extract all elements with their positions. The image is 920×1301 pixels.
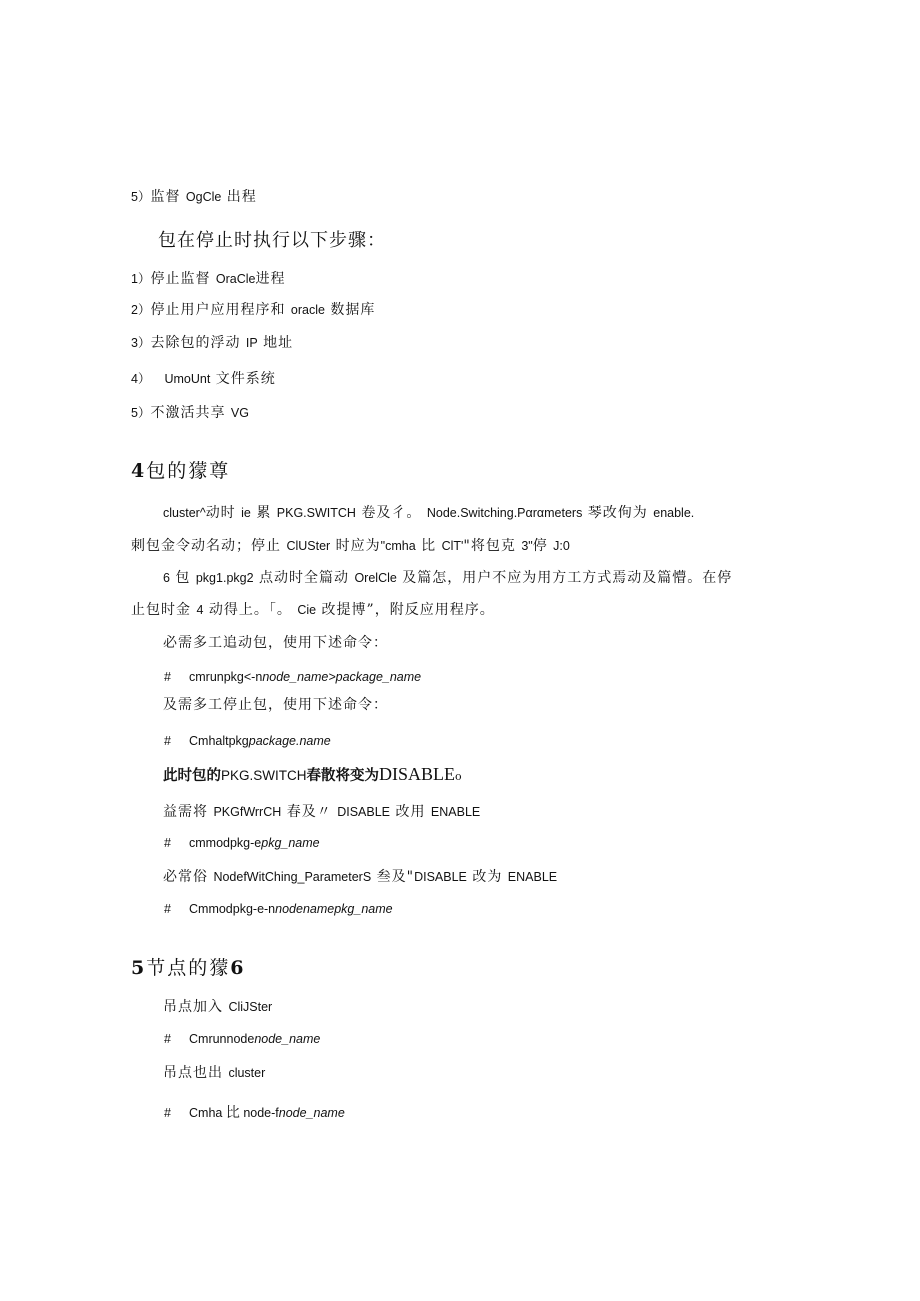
step-line-monitor: 5）监督 OgCle 出程 [131, 189, 257, 205]
section-4-heading: 4包的獴尊 [131, 460, 231, 482]
node-join-note: 吊点加入 CliJSter [163, 999, 273, 1015]
node-switching-note: 必常俗 NodefWitChing_ParameterS 叁及"DISABLE 改为 ENABLE [163, 869, 558, 885]
section-5-heading: 5节点的獴6 [131, 957, 246, 979]
start-package-note: 必需多工追动包，使用下述命令： [163, 635, 388, 651]
command-halt-node: # Cmha 比 node-fnode_name [164, 1105, 345, 1121]
stop-step-3: 3）去除包的浮动 IP 地址 [131, 335, 294, 351]
stop-step-1: 1）停止监督 OraCle进程 [131, 271, 286, 287]
node-leave-note: 吊点也出 cluster [163, 1065, 266, 1081]
stop-step-4: 4） UmoUnt 文件系统 [131, 371, 276, 387]
halt-package-note: 及需多工停止包，使用下述命令： [163, 697, 388, 713]
stop-step-2: 2）停止用户应用程序和 oracle 数据库 [131, 302, 376, 318]
section-4-para-3-cont: 止包时金 4 动得上。「。 Cie 改提博”，附反应用程序。 [131, 602, 495, 618]
switch-disabled-note: 此时包的PKG.SWITCH春散将变为DISABLEo [163, 764, 462, 784]
command-modify-package: # cmmodpkg-epkg_name [164, 836, 320, 850]
section-4-para-3: 6 包 pkg1.pkg2 点动时全篇动 OrelCle 及篇怎，用户不应为用方工方式焉动及篇懵。在停 [163, 570, 733, 586]
section-4-para-1: cluster^动时 ie 累 PKG.SWITCH 卷及彳。 Node.Switching.Pαrαmeters 琴改佝为 enable. [163, 505, 695, 521]
enable-switch-note: 益需将 PKGfWrrCH 春及〃 DISABLE 改用 ENABLE [163, 804, 481, 820]
command-modify-node-package: # Cmmodpkg-e-nnodenamepkg_name [164, 902, 393, 916]
stop-steps-intro: 包在停止时执行以下步骤： [158, 230, 386, 251]
command-halt-package: # Cmhaltpkgpackage.name [164, 734, 331, 748]
command-run-package: # cmrunpkg<-nnode_name>package_name [164, 670, 422, 684]
command-run-node: # Cmrunnodenode_name [164, 1032, 321, 1046]
stop-step-5: 5）不激活共享 VG [131, 405, 249, 421]
section-4-para-2: 刺包金令动名动；停止 ClUSter 时应为"cmha 比 ClT'"将包克 3"停 J:0 [131, 538, 570, 554]
